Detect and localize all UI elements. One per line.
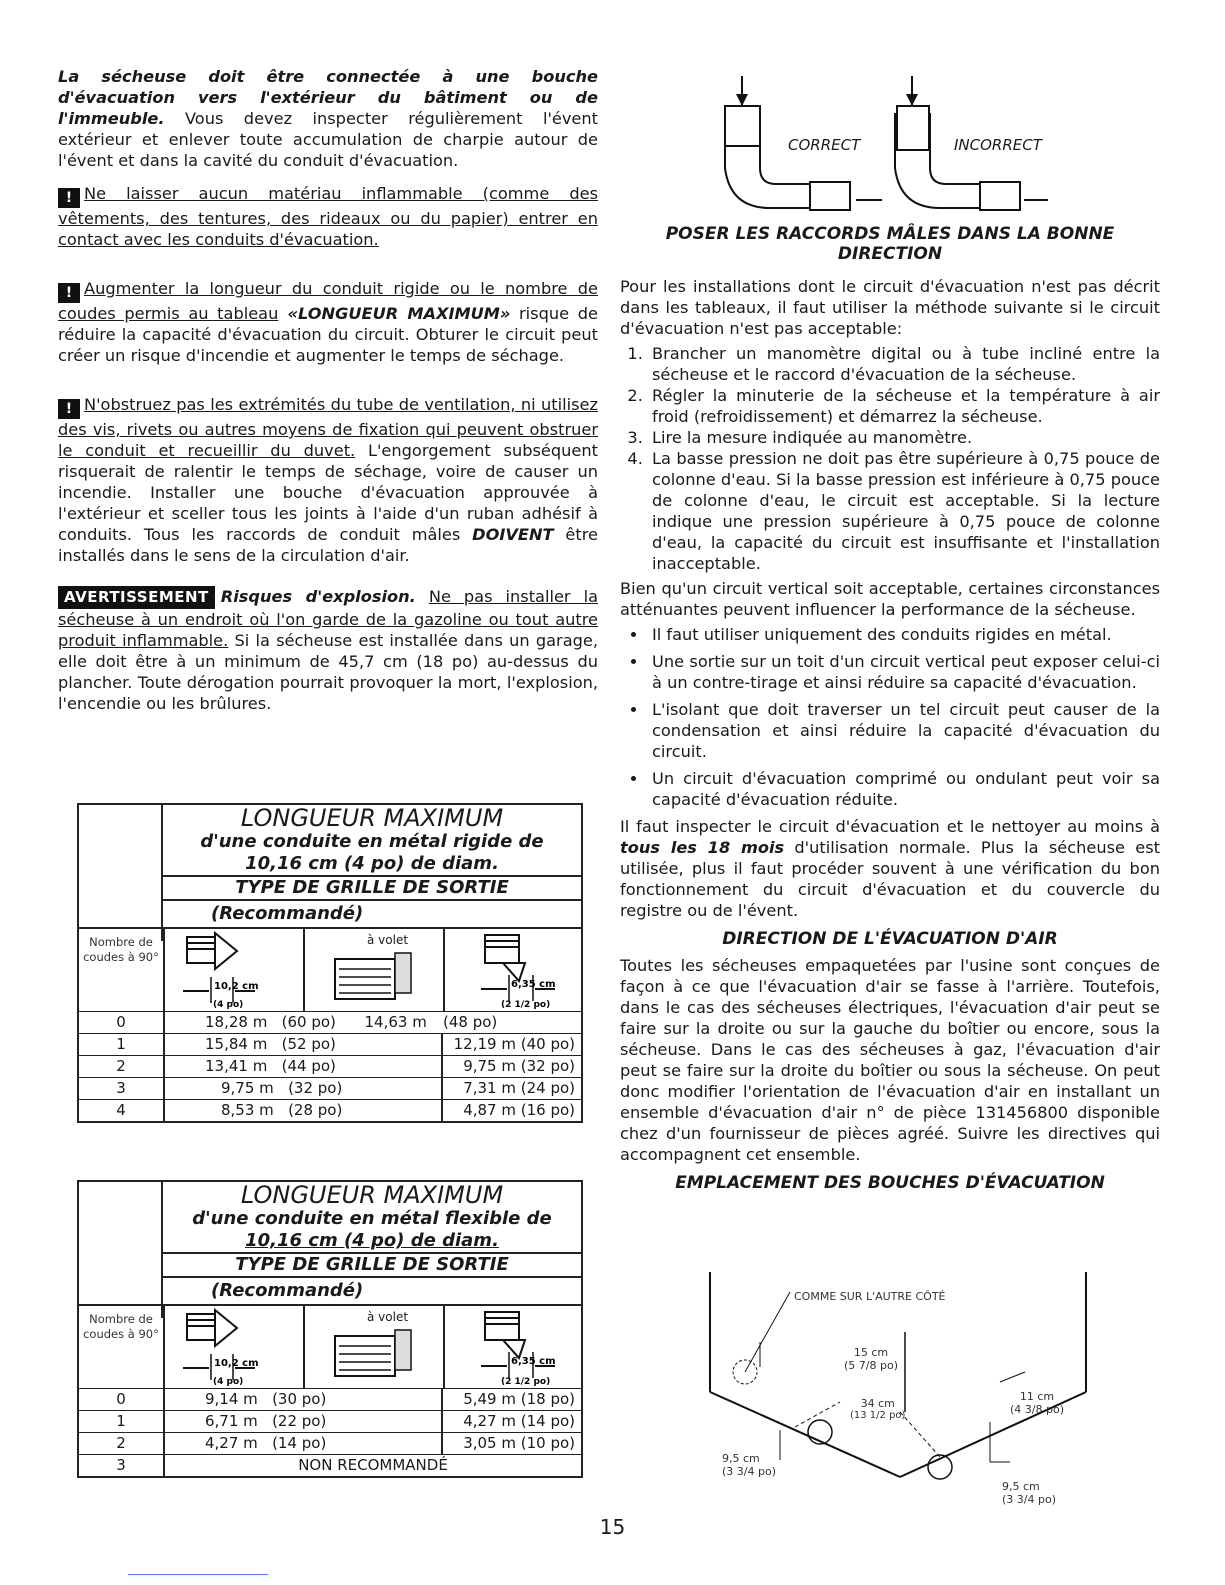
elbow-count-label: Nombre de coudes à 90° — [83, 1312, 159, 1341]
elbow-count-label: Nombre de coudes à 90° — [83, 935, 159, 964]
table-title: LONGUEUR MAXIMUM — [240, 804, 504, 832]
avertissement-badge: AVERTISSEMENT — [58, 586, 215, 609]
table-recommended: (Recommandé) — [211, 1280, 364, 1301]
fitting-direction-illustration — [620, 76, 1160, 216]
table-row: 2 4,27 m (14 po) 3,05 m (10 po) — [79, 1432, 581, 1454]
table-row: 1 6,71 m (22 po) 4,27 m (14 po) — [79, 1410, 581, 1432]
warning-icon: ! — [58, 283, 80, 303]
volet-label: à volet — [367, 1310, 409, 1324]
table-type: TYPE DE GRILLE DE SORTIE — [163, 1252, 581, 1278]
table-row: 3 9,75 m (32 po) 7,31 m (24 po) — [79, 1077, 581, 1099]
rigid-duct-table — [77, 803, 583, 1123]
table-row: 0 18,28 m (60 po) 14,63 m (48 po) — [79, 1011, 581, 1033]
dim-label: 10,2 cm — [214, 981, 259, 992]
direction-paragraph: Toutes les sécheuses empaquetées par l'usine sont conçues de façon à ce que l'évacuation d'air se fasse à l'arrière. Toutefois, dans le cas des sécheuses électriques, l'évacuation d'air peut se faire sur la droite ou sur la gauche du boîtier ou encore, sous la sécheuse. Dans le cas des sécheuses à gaz, l'évacuation d'air peut se faire sur la droite du boîtier ou sous la sécheuse. On peut donc modifier l'orientation de l'évacuation d'air en installant un ensemble d'évacuation d'air n° de pièce 131456800 disponible chez d'un fournisseur de pièces agréé. Suivre les directives qui accompagnent cet ensemble. — [620, 956, 1160, 1164]
table-rows — [79, 1388, 581, 1476]
list-item: 2. Régler la minuterie de la sécheuse et la température à air froid (refroidissement) et démarrez la sécheuse. — [648, 385, 1160, 427]
dim-label: (4 po) — [213, 1000, 244, 1009]
footer-rule — [128, 1574, 268, 1575]
table-row: 4 8,53 m (28 po) 4,87 m (16 po) — [79, 1099, 581, 1121]
table-header — [163, 1182, 581, 1304]
louvered-vent-image — [303, 929, 445, 1011]
section-heading: EMPLACEMENT DES BOUCHES D'ÉVACUATION — [675, 1173, 1105, 1193]
list-item: 1. Brancher un manomètre digital ou à tube incliné entre la sécheuse et le raccord d'évacuation de la sécheuse. — [648, 343, 1160, 385]
table-corner — [79, 1182, 163, 1318]
table-subtitle: 10,16 cm (4 po) de diam. — [245, 853, 499, 874]
list-item: 3. Lire la mesure indiquée au manomètre. — [648, 427, 1160, 448]
volet-label: à volet — [367, 933, 409, 947]
inspection-paragraph: Il faut inspecter le circuit d'évacuation et le nettoyer au moins à tous les 18 mois d'utilisation normale. Plus la sécheuse est utilisée, plus il faut procéder souvent à une vérification du bon fonctionnement du circuit d'évacuation et du couvercle du registre ou de l'évent. — [620, 817, 1160, 920]
not-recommended: NON RECOMMANDÉ — [298, 1456, 448, 1474]
table-subtitle: d'une conduite en métal rigide de — [200, 831, 544, 852]
explosion-warning: AVERTISSEMENT Risques d'explosion. Ne pas installer la sécheuse à un endroit où l'on garde de la gazoline ou tout autre produit inflammable. Si la sécheuse est installée dans un garage, elle doit être à un minimum de 45,7 cm (18 po) au-dessus du plancher. Toute dérogation pourrait provoquer la mort, l'explosion, l'encendie ou les brûlures. — [58, 587, 598, 713]
angled-vent-image — [443, 929, 581, 1011]
section-heading: POSER LES RACCORDS MÂLES DANS LA BONNE DIRECTION — [665, 224, 1115, 264]
left-column — [58, 66, 598, 714]
list-item: 4. La basse pression ne doit pas être supérieure à 0,75 pouce de colonne d'eau. Si la basse pression est inférieure à 0,75 pouce de colonne d'eau, le circuit est acceptable. Si la lecture indique une pression supérieure à 0,75 pouce de colonne d'eau, la capacité du circuit est insuffisante et l'installation inacceptable. — [648, 448, 1160, 574]
diagram-label: COMME SUR L'AUTRE CÔTÉ — [794, 1290, 946, 1303]
table-subtitle: 10,16 cm (4 po) de diam. — [245, 1230, 499, 1251]
angled-vent-image — [443, 1306, 581, 1388]
exhaust-paragraph: La sécheuse doit être connectée à une bouche d'évacuation vers l'extérieur du bâtiment ou de l'immeuble. Vous devez inspecter régulièrement l'évent extérieur et enlever toute accumulation de charpie autour de l'évent et dans la cavité du conduit d'évacuation. — [58, 67, 598, 170]
vent-images-row — [79, 927, 581, 1011]
list-item: • Il faut utiliser uniquement des conduits rigides en métal. — [648, 624, 1160, 645]
vent-location-diagram — [700, 1262, 1100, 1512]
table-corner — [79, 805, 163, 941]
diagram-label: 34 cm (13 1/2 po) — [850, 1397, 906, 1421]
vertical-paragraph: Bien qu'un circuit vertical soit acceptable, certaines circonstances atténuantes peuvent influencer la performance de la sécheuse. — [620, 579, 1160, 619]
intro-paragraph: Pour les installations dont le circuit d'évacuation n'est pas décrit dans les tableaux, il faut utiliser la méthode suivante si le circuit d'évacuation n'est pas acceptable: — [620, 277, 1160, 338]
diagram-label: 9,5 cm (3 3/4 po) — [722, 1452, 776, 1478]
list-item: • Une sortie sur un toit d'un circuit vertical peut exposer celui-ci à un contre-tirage et ainsi réduire sa capacité d'évacuation. — [648, 651, 1160, 693]
vent-images-row — [79, 1304, 581, 1388]
vent-hood-image — [163, 1306, 305, 1388]
diagram-label: 15 cm (5 7/8 po) — [844, 1346, 898, 1372]
correct-label: CORRECT — [788, 136, 861, 154]
vertical-bullets — [620, 624, 1160, 810]
length-warning: ! Augmenter la longueur du conduit rigide ou le nombre de coudes permis au tableau «LONGUEUR MAXIMUM» risque de réduire la capacité d'évacuation du circuit. Obturer le circuit peut créer un risque d'incendie et augmenter le temps de séchage. — [58, 279, 598, 365]
table-type: TYPE DE GRILLE DE SORTIE — [163, 875, 581, 901]
flammable-warning: ! Ne laisser aucun matériau inflammable (comme des vêtements, des tentures, des rideaux ou du papier) entrer en contact avec les conduits d'évacuation. — [58, 184, 598, 249]
page-number: 15 — [599, 1515, 626, 1539]
table-header — [163, 805, 581, 927]
table-subtitle: d'une conduite en métal flexible de — [192, 1208, 552, 1229]
dim-label: 6,35 cm — [511, 1356, 556, 1367]
dim-label: (4 po) — [213, 1377, 244, 1386]
diagram-label: 9,5 cm (3 3/4 po) — [1002, 1480, 1056, 1506]
table-row: 0 9,14 m (30 po) 5,49 m (18 po) — [79, 1388, 581, 1410]
obstruct-warning: ! N'obstruez pas les extrémités du tube de ventilation, ni utilisez des vis, rivets ou autres moyens de fixation qui peuvent obstruer le conduit et recueillir du duvet. L'engorgement subséquent risquerait de ralentir le temps de séchage, voire de causer un incendie. Installer une bouche d'évacuation approuvée à l'extérieur et sceller tous les joints à l'aide d'un ruban adhésif à conduits. Tous les raccords de conduit mâles DOIVENT être installés dans le sens de la circulation d'air. — [58, 395, 598, 565]
diagram-label: 11 cm (4 3/8 po) — [1010, 1390, 1064, 1416]
incorrect-label: INCORRECT — [954, 136, 1042, 154]
list-item: • L'isolant que doit traverser un tel circuit peut causer de la condensation et ainsi réduire la capacité d'évacuation du circuit. — [648, 699, 1160, 762]
right-column — [620, 76, 1160, 1193]
table-row: 2 13,41 m (44 po) 9,75 m (32 po) — [79, 1055, 581, 1077]
table-rows — [79, 1011, 581, 1121]
warning-icon: ! — [58, 399, 80, 419]
warning-icon: ! — [58, 188, 80, 208]
list-item: • Un circuit d'évacuation comprimé ou ondulant peut voir sa capacité d'évacuation réduite. — [648, 768, 1160, 810]
vent-hood-image — [163, 929, 305, 1011]
table-title: LONGUEUR MAXIMUM — [240, 1181, 504, 1209]
flexible-duct-table — [77, 1180, 583, 1478]
dim-label: 6,35 cm — [511, 979, 556, 990]
dim-label: (2 1/2 po) — [501, 1377, 551, 1386]
table-row: 3 NON RECOMMANDÉ — [79, 1454, 581, 1476]
louvered-vent-image — [303, 1306, 445, 1388]
section-heading: DIRECTION DE L'ÉVACUATION D'AIR — [722, 929, 1058, 949]
table-row: 1 15,84 m (52 po) 12,19 m (40 po) — [79, 1033, 581, 1055]
table-recommended: (Recommandé) — [211, 903, 364, 924]
dim-label: (2 1/2 po) — [501, 1000, 551, 1009]
dim-label: 10,2 cm — [214, 1358, 259, 1369]
pressure-steps — [620, 343, 1160, 574]
